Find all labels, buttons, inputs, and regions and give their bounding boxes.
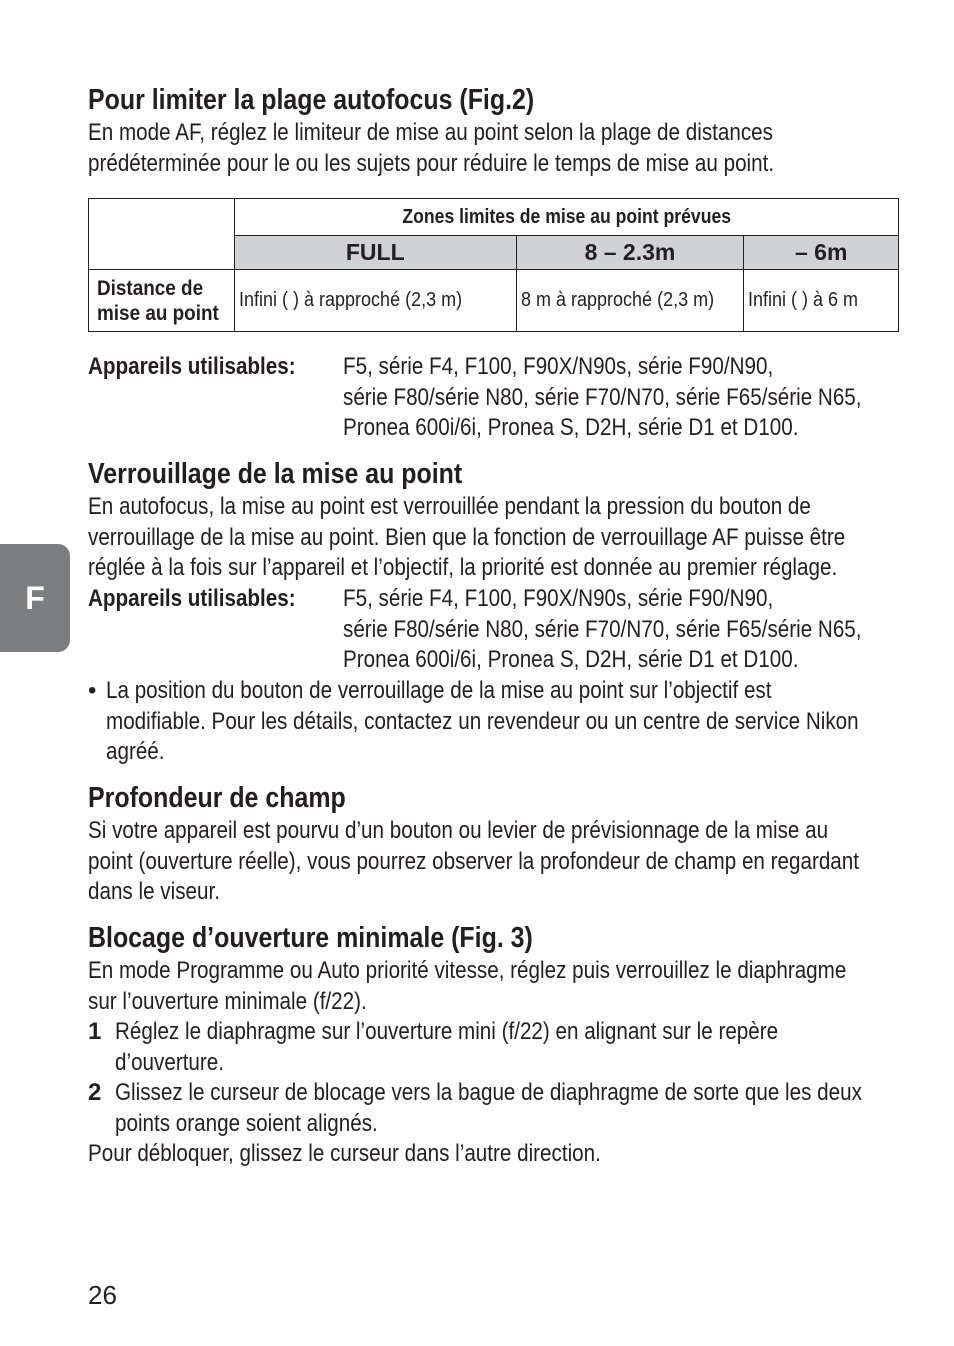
section-body [88, 118, 774, 179]
table-cell: 8 m à rapproché (2,3 m) [516, 270, 744, 332]
compatible-list [343, 352, 862, 444]
compatible-line: Pronea 600i/6i, Pronea S, D2H, série D1 et D100. [343, 414, 799, 441]
row-header-distance: Distance de mise au point [89, 270, 235, 332]
bullet-mark: • [88, 677, 97, 704]
body-line: sur l’ouverture minimale (f/22). [88, 987, 367, 1015]
body-line: verrouillage de la mise au point. Bien que la fonction de verrouillage AF puisse être [88, 523, 846, 551]
body-line: dans le viseur. [88, 878, 220, 905]
step-line: d’ouverture. [115, 1048, 225, 1076]
table-cell: Infini ( ) à 6 m [744, 270, 899, 332]
body-line: Si votre appareil est pourvu d’un bouton ou levier de prévisionnage de la mise au [88, 817, 829, 844]
body-line: En mode Programme ou Auto priorité vitesse, réglez puis verrouillez le diaphragme [88, 957, 847, 984]
section-title: Profondeur de champ [88, 782, 346, 814]
body-line: En autofocus, la mise au point est verrouillée pendant la pression du bouton de [88, 493, 811, 520]
column-header-full: FULL [234, 236, 516, 270]
step-number: 2 [88, 1079, 102, 1106]
step-number: 1 [88, 1018, 102, 1045]
compatible-line: série F80/série N80, série F70/N70, série F65/série N65, [343, 615, 862, 643]
footer-line: Pour débloquer, glissez le curseur dans l’autre direction. [88, 1140, 601, 1167]
table-main-header: Zones limites de mise au point prévues [234, 199, 898, 236]
body-line: prédéterminée pour le ou les sujets pour réduire le temps de mise au point. [88, 149, 775, 177]
section-title: Verrouillage de la mise au point [88, 458, 463, 490]
body-line: point (ouverture réelle), vous pourrez observer la profondeur de champ en regardant [88, 847, 860, 875]
section-body [88, 956, 846, 1017]
section-title: Blocage d’ouverture minimale (Fig. 3) [88, 922, 533, 954]
page-number: 26 [88, 1280, 117, 1310]
bullet-line: modifiable. Pour les détails, contactez un revendeur ou un centre de service Nikon [106, 707, 859, 735]
section-depth-of-field [88, 780, 954, 908]
compatible-line: série F80/série N80, série F70/N70, série F65/série N65, [343, 383, 862, 411]
bullet-text [106, 676, 859, 768]
table-corner-cell [89, 199, 235, 270]
compatible-list [343, 584, 862, 676]
compatible-line: Pronea 600i/6i, Pronea S, D2H, série D1 et D100. [343, 646, 799, 673]
bullet-line: agréé. [106, 738, 165, 765]
compatible-label: Appareils utilisables: [88, 585, 296, 612]
section-autofocus-limit [88, 82, 886, 179]
step-text [115, 1078, 862, 1139]
section-footer-text [88, 1139, 601, 1170]
focus-range-table [88, 198, 899, 332]
column-header-8-2-3m: 8 – 2.3m [516, 236, 744, 270]
section-title: Pour limiter la plage autofocus (Fig.2) [88, 84, 535, 116]
compatible-label: Appareils utilisables: [88, 353, 296, 380]
bullet-line: La position du bouton de verrouillage de la mise au point sur l’objectif est [106, 677, 772, 704]
step-line: Réglez le diaphragme sur l’ouverture mini (f/22) en alignant sur le repère [115, 1018, 779, 1045]
step-text [115, 1017, 778, 1078]
compatible-line: F5, série F4, F100, F90X/N90s, série F90/N90, [343, 353, 774, 380]
language-tab: F [0, 544, 70, 652]
body-line: En mode AF, réglez le limiteur de mise au point selon la plage de distances [88, 119, 773, 146]
step-line: Glissez le curseur de blocage vers la bague de diaphragme de sorte que les deux [115, 1079, 862, 1106]
section-minimum-aperture [88, 920, 954, 1017]
step-line: points orange soient alignés. [115, 1109, 378, 1137]
section-focus-lock [88, 456, 954, 584]
section-body [88, 492, 845, 584]
section-body [88, 816, 859, 908]
body-line: réglée à la fois sur l’appareil et l’objectif, la priorité est donnée au premier réglage. [88, 554, 838, 581]
column-header-6m: – 6m [744, 236, 899, 270]
compatible-line: F5, série F4, F100, F90X/N90s, série F90/N90, [343, 585, 774, 612]
table-cell: Infini ( ) à rapproché (2,3 m) [234, 270, 516, 332]
